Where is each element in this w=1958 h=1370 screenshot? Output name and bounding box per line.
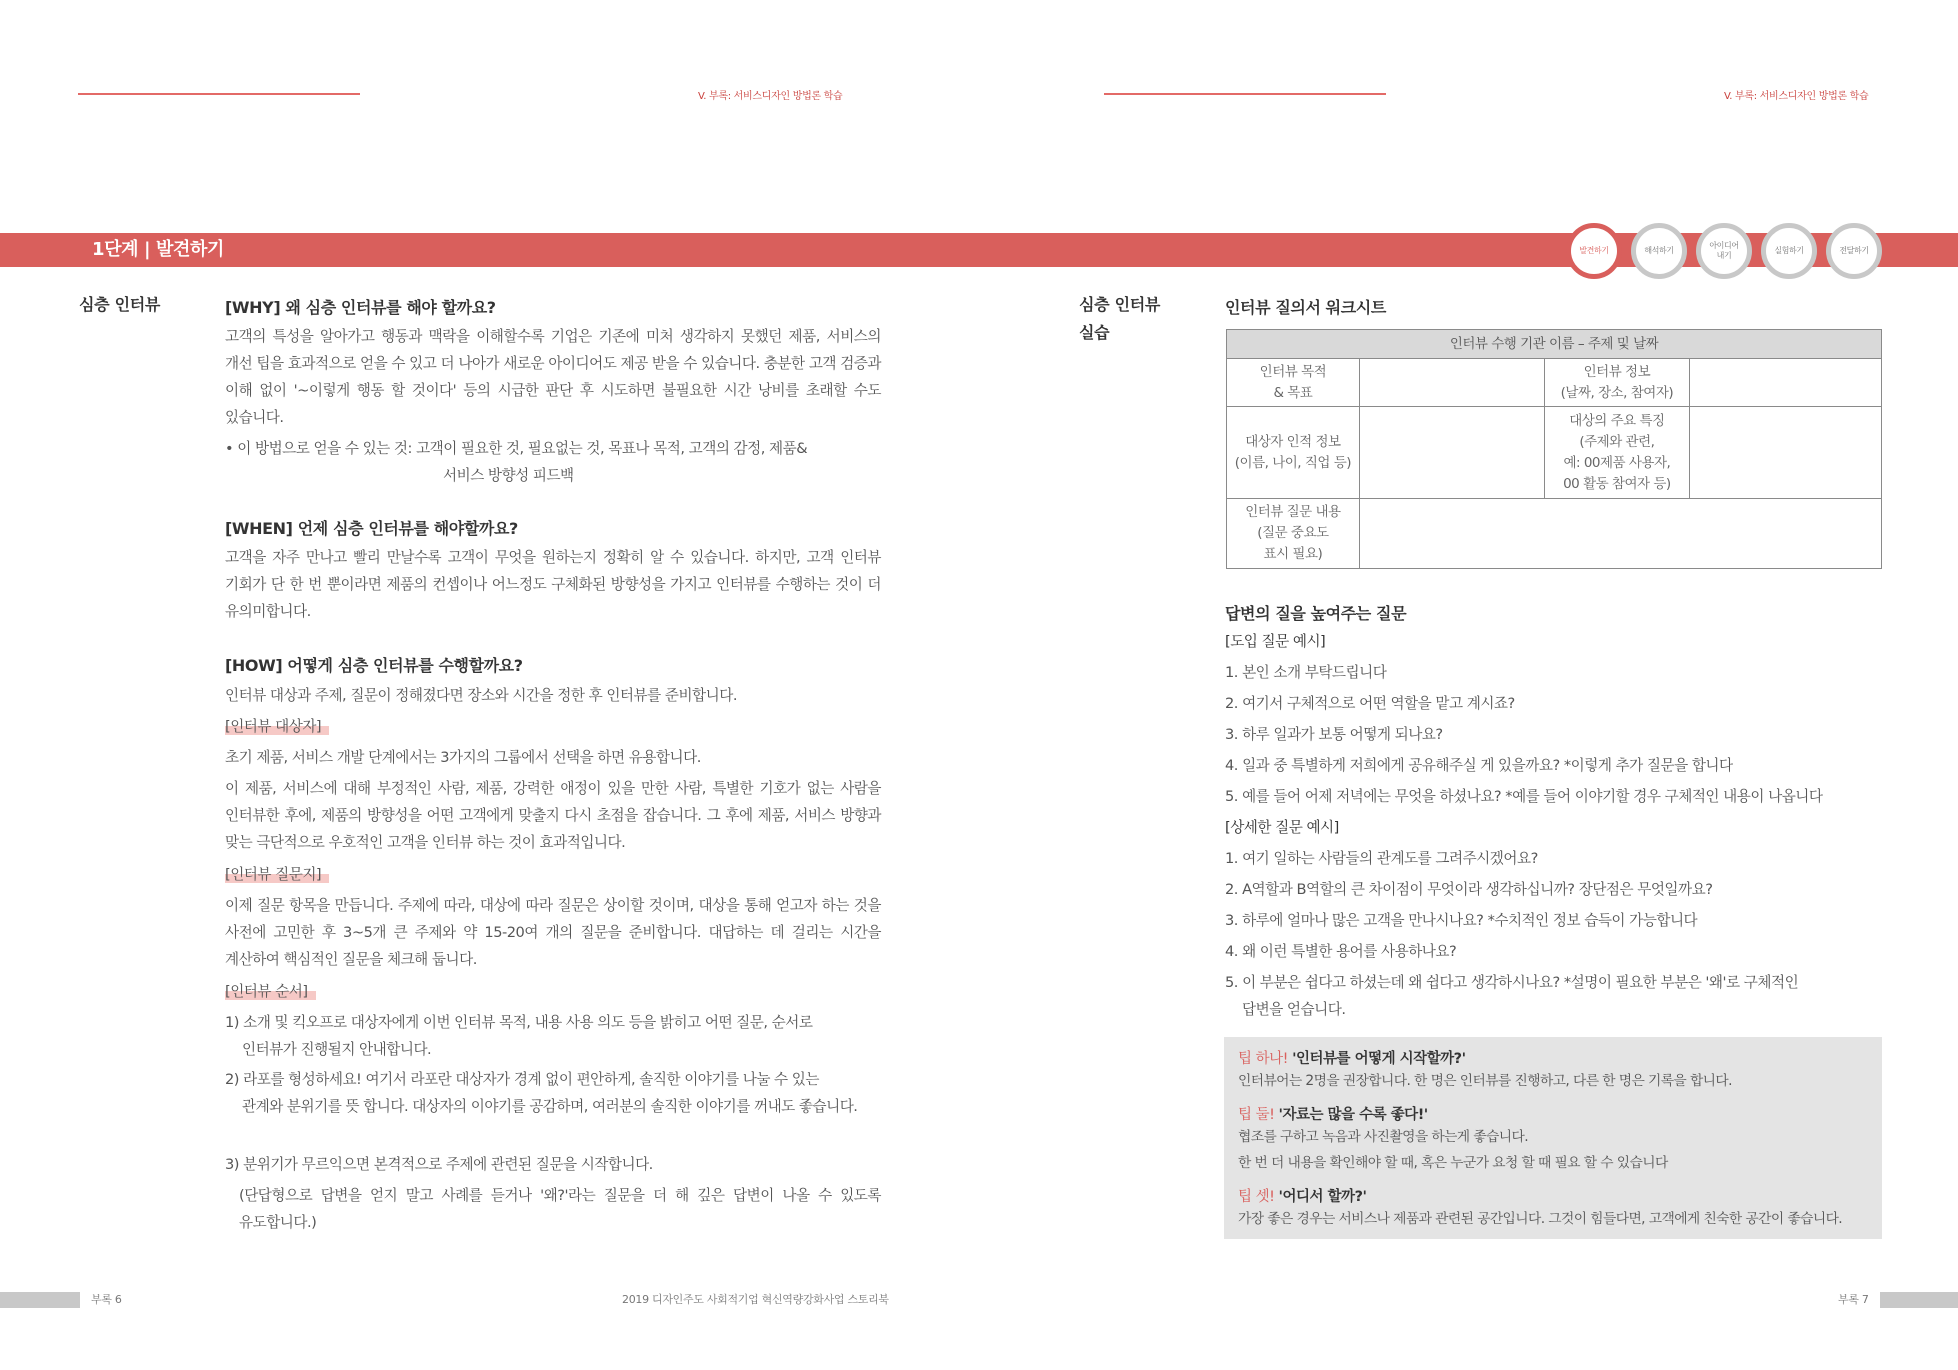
tip-1-text: 인터뷰어는 2명을 권장합니다. 한 명은 인터뷰를 진행하고, 다른 한 명은 기록을 합니다. (1238, 1073, 1732, 1089)
detail-question-continuation: 답변을 얻습니다. (1242, 1001, 1346, 1018)
tip-lead: 팁 셋! (1238, 1189, 1275, 1205)
intro-question-item: 3. 하루 일과가 보통 어떻게 되나요? (1225, 726, 1443, 743)
when-body: 고객을 자주 만나고 빨리 만날수록 고객이 무엇을 원하는지 정확히 알 수 있습니다. 하지만, 고객 인터뷰 기회가 단 한 번 뿐이라면 제품의 컨셉이나 어느정도 구체화된 방향성을 가지고 인터뷰를 수행하는 것이 더 유의미합니다. (225, 549, 881, 620)
order-step-continuation: 관계와 분위기를 뜻 합니다. 대상자의 이야기를 공감하며, 여러분의 솔직한 이야기를 꺼내도 좋습니다. (242, 1098, 858, 1115)
page-number-left: 부록 6 (91, 1293, 122, 1306)
worksheet-title: 인터뷰 질의서 워크시트 (1225, 298, 1386, 317)
worksheet-info-value[interactable] (1690, 359, 1882, 407)
how-heading: [HOW] 어떻게 심층 인터뷰를 수행할까요? (225, 656, 523, 675)
intro-question-item: 4. 일과 중 특별하게 저희에게 공유해주실 게 있을까요? *이렇게 추가 질문을 합니다 (1225, 757, 1733, 774)
header-section-title-left: V. 부록: 서비스디자인 방법론 학습 (698, 91, 843, 102)
tip-2-text-1: 협조를 구하고 녹음과 사진촬영을 하는게 좋습니다. (1238, 1129, 1528, 1145)
question-paragraph: 이제 질문 항목을 만듭니다. 주제에 따라, 대상에 따라 질문은 상이할 것이며, 대상을 통해 얻고자 하는 것을 사전에 고민한 후 3~5개 큰 주제와 약 15-20여 개의 질문을 준비합니다. 대답하는 데 걸리는 시간을 계산하여 핵심적인 질문을 체크해 둡니다. (225, 897, 881, 968)
step-discover (1566, 223, 1622, 279)
worksheet-row (1227, 407, 1882, 499)
footer-bar-right (1880, 1292, 1958, 1308)
intro-question-item: 5. 예를 들어 어제 저녁에는 무엇을 하셨나요? *예를 들어 이야기할 경우 구체적인 내용이 나옵니다 (1225, 788, 1823, 805)
order-step-continuation: 인터뷰가 진행될지 안내합니다. (242, 1041, 432, 1058)
worksheet-content-value[interactable] (1359, 499, 1881, 569)
section-label-practice: 실습 (1079, 323, 1110, 342)
tip-3-text: 가장 좋은 경우는 서비스나 제품과 관련된 공간입니다. 그것이 힘들다면, 고객에게 친숙한 공간이 좋습니다. (1238, 1211, 1843, 1227)
order-step-2 (225, 1066, 881, 1120)
order-step-text: 3) 분위기가 무르익으면 본격적으로 주제에 관련된 질문을 시작합니다. (225, 1156, 653, 1173)
worksheet-person-label: 대상자 인적 정보 (이름, 나이, 직업 등) (1227, 407, 1360, 499)
why-bullet: • 이 방법으로 얻을 수 있는 것: 고객이 필요한 것, 필요없는 것, 목표나 목적, 고객의 감정, 제품& (225, 440, 808, 457)
how-intro: 인터뷰 대상과 주제, 질문이 정해졌다면 장소와 시간을 정한 후 인터뷰를 준비합니다. (225, 687, 737, 704)
tip-1-title (1238, 1047, 1466, 1068)
tip-question: '어디서 할까?' (1278, 1189, 1367, 1205)
order-tag: [인터뷰 순서] (225, 982, 316, 1002)
step-label: 전달하기 (1839, 246, 1869, 256)
step-label: 해석하기 (1644, 246, 1674, 256)
detail-question-item: 2. A역할과 B역할의 큰 차이점이 무엇이라 생각하십니까? 장단점은 무엇일까요? (1225, 881, 1713, 898)
intro-question-item: 1. 본인 소개 부탁드립니다 (1225, 664, 1387, 681)
quality-title: 답변의 질을 높여주는 질문 (1225, 604, 1407, 623)
order-step-1 (225, 1009, 881, 1063)
detail-question-item: 3. 하루에 얼마나 많은 고객을 만나시나요? *수치적인 정보 습득이 가능합니다 (1225, 912, 1698, 929)
tip-question: '인터뷰를 어떻게 시작할까?' (1292, 1051, 1466, 1067)
page-number-right: 부록 7 (1838, 1293, 1869, 1306)
why-body: 고객의 특성을 알아가고 행동과 맥락을 이해할수록 기업은 기존에 미처 생각하지 못했던 제품, 서비스의 개선 팁을 효과적으로 얻을 수 있고 더 나아가 새로운 아이디어도 제공 받을 수 있습니다. 충분한 고객 검증과 이해 없이 '~이렇게 행동 할 것이다' 등의 시급한 판단 후 시도하면 불필요한 시간 낭비를 초래할 수도 있습니다. (225, 328, 881, 426)
worksheet-feature-value[interactable] (1690, 407, 1882, 499)
tip-2-text-2: 한 번 더 내용을 확인해야 할 때, 혹은 누군가 요청 할 때 필요 할 수 있습니다 (1238, 1155, 1668, 1171)
intro-question-item: 2. 여기서 구체적으로 어떤 역할을 맡고 계시죠? (1225, 695, 1515, 712)
step-experiment (1761, 223, 1817, 279)
detail-questions-heading: [상세한 질문 예시] (1225, 819, 1339, 836)
header-rule-right (1104, 93, 1386, 95)
header-section-title-right: V. 부록: 서비스디자인 방법론 학습 (1724, 91, 1869, 102)
tip-lead: 팁 둘! (1238, 1107, 1275, 1123)
worksheet-info-label: 인터뷰 정보 (날짜, 장소, 참여자) (1544, 359, 1690, 407)
tip-question: '자료는 많을 수록 좋다!' (1278, 1107, 1428, 1123)
section-label-interview-right: 심층 인터뷰 (1079, 295, 1161, 314)
step-label: 실험하기 (1774, 246, 1804, 256)
worksheet-purpose-label: 인터뷰 목적 & 목표 (1227, 359, 1360, 407)
detail-question-item: 5. 이 부분은 쉽다고 하셨는데 왜 쉽다고 생각하시나요? *설명이 필요한 부분은 '왜'로 구체적인 (1225, 974, 1799, 991)
section-label-interview: 심층 인터뷰 (79, 295, 161, 314)
target-tag: [인터뷰 대상자] (225, 717, 329, 737)
order-step-text: 1) 소개 및 킥오프로 대상자에게 이번 인터뷰 목적, 내용 사용 의도 등을 밝히고 어떤 질문, 순서로 (225, 1014, 813, 1031)
worksheet-row (1227, 499, 1882, 569)
tip-3-title (1238, 1185, 1366, 1206)
why-bullet-continuation: 서비스 방향성 피드백 (443, 467, 574, 484)
stage-title: 1단계 | 발견하기 (92, 239, 224, 260)
header-rule-left (78, 93, 360, 95)
worksheet-feature-label: 대상의 주요 특징 (주제와 관련, 예: 00제품 사용자, 00 활동 참여자 등) (1544, 407, 1690, 499)
order-note: (단답형으로 답변을 얻지 말고 사례를 듣거나 '왜?'라는 질문을 더 해 깊은 답변이 나올 수 있도록 유도합니다.) (239, 1187, 881, 1231)
step-label: 발견하기 (1579, 246, 1609, 256)
tip-2-title (1238, 1103, 1428, 1124)
worksheet-header-row (1227, 330, 1882, 359)
footer-publication-title: 2019 디자인주도 사회적기업 혁신역량강화사업 스토리북 (622, 1293, 889, 1306)
target-paragraph-2: 이 제품, 서비스에 대해 부정적인 사람, 제품, 강력한 애정이 있을 만한 사람, 특별한 기호가 없는 사람을 인터뷰한 후에, 제품의 방향성을 어떤 고객에게 맞출지 다시 초점을 잡습니다. 그 후에 제품, 서비스 방향과 맞는 극단적으로 우호적인 고객을 인터뷰 하는 것이 효과적입니다. (225, 780, 881, 851)
worksheet-row (1227, 359, 1882, 407)
intro-questions-heading: [도입 질문 예시] (1225, 633, 1326, 650)
order-step-text: 2) 라포를 형성하세요! 여기서 라포란 대상자가 경계 없이 편안하게, 솔직한 이야기를 나눌 수 있는 (225, 1071, 819, 1088)
worksheet-purpose-value[interactable] (1359, 359, 1544, 407)
step-deliver (1826, 223, 1882, 279)
tip-lead: 팁 하나! (1238, 1051, 1288, 1067)
footer-bar-left (0, 1292, 80, 1308)
target-paragraph-1: 초기 제품, 서비스 개발 단계에서는 3가지의 그룹에서 선택을 하면 유용합니다. (225, 749, 701, 766)
detail-question-item: 4. 왜 이런 특별한 용어를 사용하나요? (1225, 943, 1457, 960)
question-tag: [인터뷰 질문지] (225, 865, 329, 885)
step-label: 아이디어 내기 (1709, 241, 1739, 260)
why-heading: [WHY] 왜 심층 인터뷰를 해야 할까요? (225, 298, 496, 317)
step-ideate (1696, 223, 1752, 279)
detail-question-item: 1. 여기 일하는 사람들의 관계도를 그려주시겠어요? (1225, 850, 1538, 867)
worksheet-table (1226, 329, 1882, 569)
worksheet-content-label: 인터뷰 질문 내용 (질문 중요도 표시 필요) (1227, 499, 1360, 569)
worksheet-person-value[interactable] (1359, 407, 1544, 499)
order-step-3 (225, 1151, 881, 1178)
when-heading: [WHEN] 언제 심층 인터뷰를 해야할까요? (225, 519, 518, 538)
step-interpret (1631, 223, 1687, 279)
worksheet-header: 인터뷰 수행 기관 이름 – 주제 및 날짜 (1227, 330, 1882, 359)
